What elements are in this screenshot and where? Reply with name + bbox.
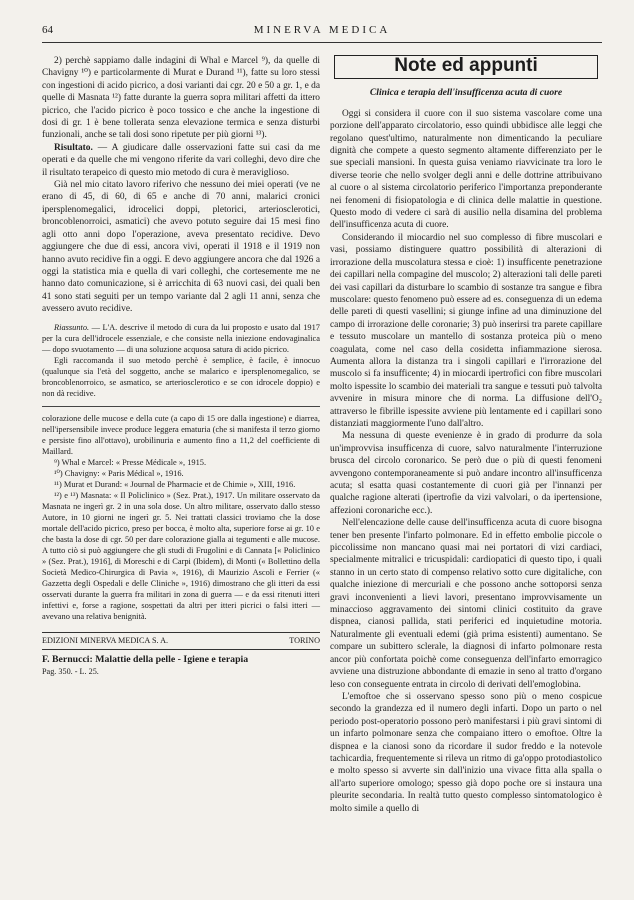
summary-text: — L'A. descrive il metodo di cura da lui proposto e usato dal 1917 per la cura dell'idrocele essenziale, e che consiste nella iniezione endovaginalica — dopo svuotamento — di una soluzione acquosa satura di acido picrico. (42, 322, 320, 354)
paragraph-results (42, 142, 320, 179)
running-head: MINERVA MEDICA (253, 24, 391, 36)
article-title: Clinica e terapia dell'insufficenza acuta di cuore (369, 87, 563, 99)
paragraph-infarct: Nell'elencazione delle cause dell'insufficenza acuta di cuore bisogna tener ben presente l'infarto polmonare. Ed in effetto embolie piccole o piccolissime non mancano quasi mai nei portatori di vizi cardiaci, specialmente mitralici e tricuspidali: cardiopatici di questo tipo, i quali stanno in un certo stato di compenso relativo sotto cure digitaliche, con qualche iniezione di mercuriali e che possono anche sottoporsi senza gravi inconvenienti a lievi lavori, presentano improvvisamente un minaccioso aggravamento dei sintomi clinici costituito da grave dispnea, cianosi pallida, stati periferici ed inquietudine motoria. Naturalmente gli eventuali edemi (già prima esistenti) aumentano. Se compare un subittero sclerale, la diagnosi di infarto polmonare resta ancor più confortata poichè come conseguenza dell'infarto emorragico avviene una distruzione abbondante di emazie in seno al tratto d'organo leso con conseguente entrata in circolo di derivati dell'emoglobina. (330, 518, 602, 690)
ad-title: F. Bernucci: Malattie della pelle - Igiene e terapia (42, 653, 249, 665)
left-column (42, 55, 320, 679)
page-number: 64 (42, 24, 53, 36)
publisher-city: TORINO (289, 635, 320, 645)
paragraph-hemoptysis: L'emoftoe che si osservano spesso sono più o meno cospicue secondo la grandezza ed il numero degli infarti. Dopo un parto o nel periodo post-operatorio possono però manifestarsi i più gravi sintomi di un infarto polmonare senza che compaiano ittero o emoftoe. Oltre la dispnea e la cianosi sono da ricordare il sudor freddo e la notevole tachicardia, frequentemente si rileva un ritmo di ga'oppo protodiastolico e molto spesso si avverte sin dall'inizio una vivace fitta alla spalla o all'arto superiore omologo; spesso già dopo poche ore si instaura una pleurite secondaria. In realtà tutto questo complesso sintomatologico è molto simile a quello di (330, 691, 602, 814)
results-label: Risultato. (54, 142, 93, 153)
footnote-10: ¹⁰) Chavigny: « Paris Médical », 1916. (54, 468, 184, 478)
paragraph-cases: Già nel mio citato lavoro riferivo che nessuno dei miei operati (ve ne erano di 45, di 60, di 65 e anche di 70 anni, malarici cronici ipersplenomegalici, idrocelici doppi, pletorici, arteriosclerotici, broncoblenorroici, asmatici) che avevo potuto seguire dai 15 mesi fino agli otto anni dopo l'operazione, aveva presentato recidive. Devo aggiungere che due di essi, ancora vivi, operati il 1918 e il 1919 non hanno avuto recidive fin a oggi. E devo aggiungere ancora che dal 1926 a oggi la statistica mia e quella di vari colleghi, che cortesemente me ne hanno dato comunicazione, si è arricchita di 63 nuovi casi, dei quali ben 41 sono stati seguiti per un tempo variante dal 2 agli 11 anni, senza che avessero avuto recidive. (42, 180, 320, 315)
paragraph-myocardium: Considerando il miocardio nel suo complesso di fibre muscolari e vasi, possiamo distinguere quattro possibilità di alterazioni di irrorazione della muscolatura stessa e cioè: 1) insufficente penetrazione dei capillari nella compagine del muscolo; 2) alterazioni tali delle pareti dei vasi capillari da disturbare lo scambio di sostanze tra sangue e fibra muscolare: questo fenomeno può essere ad es. conseguenza di un edema delle pareti di questi vasellini; si giunge infine ad una diminuzione del campo di irrorazione delle coronarie; 3) può inserirsi tra parete capillare e tessuto muscolare un mantello di sostanza proteica più o meno coagulata, come nel caso della cosidetta infiammazione sierosa. Aumenta allora la distanza tra i singoli capillari e l'irrorazione del muscolo si fa insufficente; 4) in miocardi ipertrofici con fibre muscolari molto ispessite lo scambio dei materiali tra sangue e tessuti può talvolta avvenire in misura minore che di norma. La diffusione dell'O₂ attraverso le fibrille ispessite avviene più lentamente ed i capillari sono distanziati maggiormente l'uno dall'altro. (330, 232, 602, 429)
paragraph-summary-2: Egli raccomanda il suo metodo perchè è semplice, è facile, è innocuo (qualunque sia l'età del soggetto, anche se malarico e ipersplenomegalico, se broncoblenorroico, se asmatico, se arteriosclerotico e se con idrocele doppio) e non dà recidive. (42, 355, 320, 398)
summary-label: Riassunto. (54, 322, 90, 332)
ad-price: Pag. 350. - L. 25. (42, 667, 99, 677)
footnote-9: ⁹) Whal e Marcel: « Presse Médicale », 1915. (54, 457, 207, 467)
footnote-continued: colorazione delle mucose e della cute (a capo di 15 ore dalla ingestione) e diarrea, nell'ipersensibile invece produce leggera ematuria (che si manifesta il terzo giorno e persiste fino all'ottavo), urobilinuria e aumento fino a 11,2 del coefficiente di Maillard. (42, 413, 320, 456)
paragraph-events: Ma nessuna di queste evenienze è in grado di produrre da sola un'improvvisa insufficenza di cuore, salvo naturalmente l'interruzione brusca del circolo coronarico. Se però due o più di questi fenomeni avvengono contemporaneamente si può andare incontro all'insufficenza acuta; sl esatta quasi costantemente di cuori già per l'innanzi per qualche ragione alterati (ipertrofie da vizi valvolari, o da ipertensione, affezioni coronariche ecc.). (330, 431, 602, 516)
publisher-name: EDIZIONI MINERVA MEDICA S. A. (42, 635, 169, 645)
paragraph-reasons: 2) perchè sappiamo dalle indagini di Whal e Marcel ⁹), da quelle di Chavigny ¹⁰) e particolarmente di Murat e Durand ¹¹), fatte su loro stessi con ingestioni di acido picrico, a dosi varianti dai cgr. 20 e 50 a gr. 1, e da quelle di Masnata ¹²) fatte durante la guerra sopra militari affetti da ittero picrico, che l'acido picrico è poco tossico e che anche la ingestione di dosi di gr. 1 è bene tollerata senza elevazione termica e senza disturbi funzionali, anche se tali dosi sono ripetute per più giorni ¹³). (42, 56, 320, 141)
paragraph-intro: Oggi si considera il cuore con il suo sistema vascolare come una porzione dell'apparato circolatorio, esso quindi ubbidisce alle leggi che regolano quest'ultimo, naturalmente non dimenticando la peculiare dignità che compete a questo segmento altamente differenziato per le sue speciali mansioni. In questa guisa veniamo riavvicinate tra loro le diverse teorie che nello svolger degli anni e delle dottrine attribuivano al cuore o al sistema circolatorio periferico l'importanza preponderante nei fenomeni di fisiopatologia e di clinica delle malattie in questione. Questo modo di vedere ci sarà di ausilio nella disamina del problema dell'insufficenza acuta di cuore. (330, 108, 602, 231)
footnote-divider (42, 406, 320, 407)
section-box-title: Note ed appunti (334, 55, 598, 79)
footnote-12-13: ¹²) e ¹³) Masnata: « Il Policlinico » (Sez. Prat.), 1917. Un militare osservato da Masnata ne ingerì gr. 2 in una sola dose. Un altro militare, osservato dallo stesso Autore, in 10 giorni ne ingerì gr. 5. Nei trattati classici troviamo che la dose mortale dell'acido picrico, preso per bocca, è molto alta, superiore forse ai gr. 10 e che basta la dose di cgr. 50 per dare colorazione gialla ai tegumenti e alle mucose. A tutto ciò si può aggiungere che gli studi di Frugolini e di Cannata [« Policlinico » (Sez. Prat.), 1916], di Moreschi e di Carpi (Ibidem), di Monti (« Bollettino della Società Medico-Chirurgica di Pavia », 1916), di Maurizio Ascoli e Ferrier (« Gazzetta degli Ospedali e delle Cliniche », 1916) dimostrano che gli itteri da essi osservati durante la guerra fra militari in zona di guerra — e da essi ritenuti itteri infettivi e, forse a ragione, sospettati da altri per itteri picrici o falsi itteri — avevano una relativa benignità. (42, 490, 320, 621)
results-text: — A giudicare dalle osservazioni fatte sui casi da me operati e da quelle che mi vengono riferite da vari colleghi, devo dire che il risultato terapeico di questo mio metodo di cura è meraviglioso. (42, 142, 320, 178)
footnote-11: ¹¹) Murat et Durand: « Journal de Pharmacie et de Chimie », XIII, 1916. (54, 479, 296, 489)
publisher-bar (42, 632, 320, 650)
paragraph-summary (42, 322, 320, 355)
right-column (330, 55, 602, 815)
page-header (42, 24, 602, 43)
